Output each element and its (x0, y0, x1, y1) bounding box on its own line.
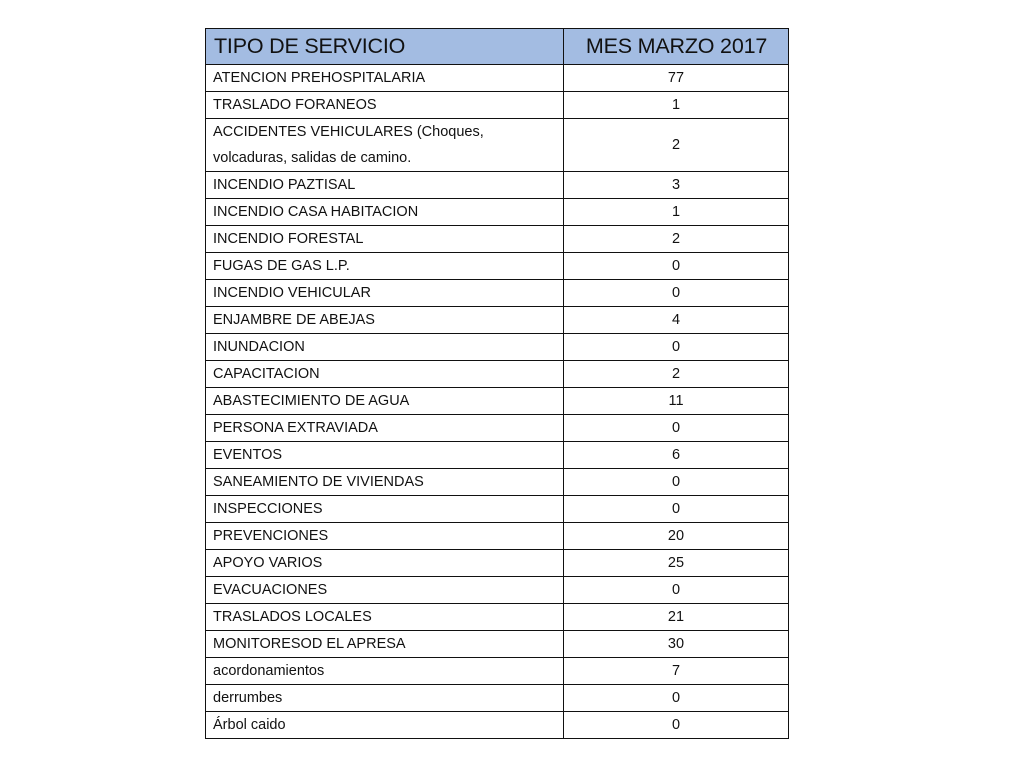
service-name: Árbol caido (206, 712, 564, 739)
table-row (206, 92, 789, 119)
table-row (206, 496, 789, 523)
service-name: INCENDIO CASA HABITACION (206, 199, 564, 226)
service-name: APOYO VARIOS (206, 550, 564, 577)
service-count: 30 (564, 631, 789, 658)
service-count: 0 (564, 685, 789, 712)
services-table (205, 28, 789, 739)
table-row (206, 631, 789, 658)
table-row (206, 253, 789, 280)
table-row (206, 550, 789, 577)
service-name: PREVENCIONES (206, 523, 564, 550)
service-count: 3 (564, 172, 789, 199)
service-count: 2 (564, 226, 789, 253)
service-name: ABASTECIMIENTO DE AGUA (206, 388, 564, 415)
service-name: INCENDIO VEHICULAR (206, 280, 564, 307)
table-row (206, 226, 789, 253)
service-name: SANEAMIENTO DE VIVIENDAS (206, 469, 564, 496)
table-row (206, 577, 789, 604)
table-row (206, 658, 789, 685)
table-row (206, 442, 789, 469)
service-name: INCENDIO PAZTISAL (206, 172, 564, 199)
table-row (206, 65, 789, 92)
header-month: MES MARZO 2017 (564, 29, 789, 65)
service-name: INSPECCIONES (206, 496, 564, 523)
service-name: TRASLADOS LOCALES (206, 604, 564, 631)
service-count: 1 (564, 92, 789, 119)
table-row (206, 415, 789, 442)
service-count: 20 (564, 523, 789, 550)
service-name: EVACUACIONES (206, 577, 564, 604)
service-name: MONITORESOD EL APRESA (206, 631, 564, 658)
service-count: 6 (564, 442, 789, 469)
service-count: 2 (564, 119, 789, 172)
service-count: 4 (564, 307, 789, 334)
table-row (206, 119, 789, 172)
service-count: 2 (564, 361, 789, 388)
service-name: INUNDACION (206, 334, 564, 361)
table-row (206, 307, 789, 334)
table-row (206, 604, 789, 631)
service-name: PERSONA EXTRAVIADA (206, 415, 564, 442)
service-name: FUGAS DE GAS L.P. (206, 253, 564, 280)
service-count: 0 (564, 415, 789, 442)
service-count: 77 (564, 65, 789, 92)
service-name: TRASLADO FORANEOS (206, 92, 564, 119)
table-row (206, 685, 789, 712)
service-name: EVENTOS (206, 442, 564, 469)
service-count: 0 (564, 334, 789, 361)
service-name: ACCIDENTES VEHICULARES (Choques, volcaduras, salidas de camino. (206, 119, 564, 172)
table-row (206, 388, 789, 415)
table-row (206, 523, 789, 550)
header-service-type: TIPO DE SERVICIO (206, 29, 564, 65)
service-count: 25 (564, 550, 789, 577)
service-name: acordonamientos (206, 658, 564, 685)
service-count: 7 (564, 658, 789, 685)
service-count: 11 (564, 388, 789, 415)
service-name: derrumbes (206, 685, 564, 712)
header-row (206, 29, 789, 65)
service-count: 0 (564, 712, 789, 739)
service-name: CAPACITACION (206, 361, 564, 388)
table-row (206, 172, 789, 199)
service-count: 21 (564, 604, 789, 631)
service-count: 0 (564, 577, 789, 604)
table-row (206, 199, 789, 226)
service-count: 0 (564, 280, 789, 307)
service-count: 0 (564, 496, 789, 523)
service-count: 0 (564, 469, 789, 496)
service-name: INCENDIO FORESTAL (206, 226, 564, 253)
service-count: 1 (564, 199, 789, 226)
table-row (206, 334, 789, 361)
service-name: ATENCION PREHOSPITALARIA (206, 65, 564, 92)
table-row (206, 469, 789, 496)
table-row (206, 361, 789, 388)
service-count: 0 (564, 253, 789, 280)
table-row (206, 280, 789, 307)
table-row (206, 712, 789, 739)
service-name: ENJAMBRE DE ABEJAS (206, 307, 564, 334)
